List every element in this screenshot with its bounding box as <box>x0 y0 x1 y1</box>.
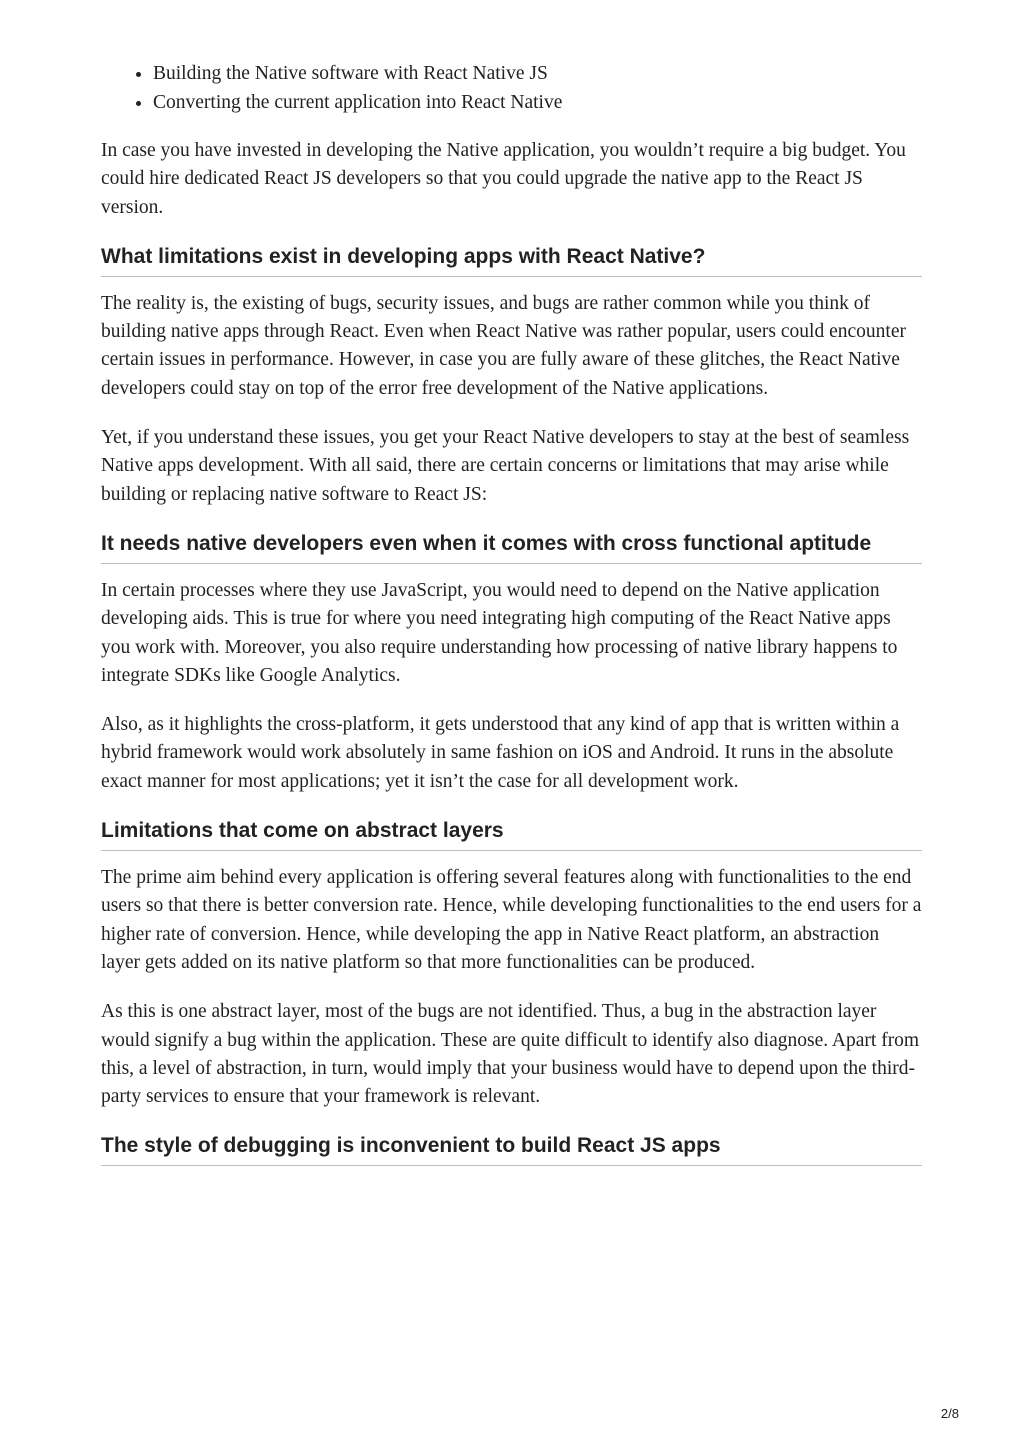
paragraph: Yet, if you understand these issues, you get your React Native developers to stay at the best of seamless Native apps development. With all said, there are certain concerns or limitations that may arise while building or replacing native software to React JS: <box>101 427 910 505</box>
section-heading-debugging: The style of debugging is inconvenient to build React JS apps <box>101 1132 922 1166</box>
intro-paragraph: In case you have invested in developing the Native application, you wouldn’t require a big budget. You could hire dedicated React JS developers so that you could upgrade the native app to the React JS version. <box>101 140 906 218</box>
bullet-list <box>101 60 922 117</box>
paragraph: The prime aim behind every application is offering several features along with functionalities to the end users so that there is better conversion rate. Hence, while developing functionalities to the end users for a higher rate of conversion. Hence, while developing the app in Native React platform, an abstraction layer gets added on its native platform so that more functionalities can be produced. <box>101 867 922 973</box>
paragraph: Also, as it highlights the cross-platform, it gets understood that any kind of app that is written within a hybrid framework would work absolutely in same fashion on iOS and Android. It runs in the absolute exact manner for most applications; yet it isn’t the case for all development work. <box>101 714 900 792</box>
document-page <box>101 60 922 1179</box>
bullet-item: • Building the Native software with React Native JS <box>153 60 922 89</box>
paragraph: As this is one abstract layer, most of the bugs are not identified. Thus, a bug in the abstraction layer would signify a bug within the application. These are quite difficult to identify also diagnose. Apart from this, a level of abstraction, in turn, would imply that your business would have to depend upon the third-party services to ensure that your framework is relevant. <box>101 1001 920 1108</box>
paragraph: In certain processes where they use JavaScript, you would need to depend on the Native application developing aids. This is true for where you need integrating high computing of the React Native apps you work with. Moreover, you also require understanding how processing of native library happens to integrate SDKs like Google Analytics. <box>101 579 898 686</box>
bullet-item: • Converting the current application into React Native <box>153 89 922 118</box>
section-heading-limitations: What limitations exist in developing apps with React Native? <box>101 243 922 277</box>
page-number: 2/8 <box>940 1406 959 1421</box>
paragraph: The reality is, the existing of bugs, security issues, and bugs are rather common while you think of building native apps through React. Even when React Native was rather popular, users could encounter certain issues in performance. However, in case you are fully aware of these glitches, the React Native developers could stay on top of the error free development of the Native applications. <box>101 292 906 399</box>
section-heading-native-developers: It needs native developers even when it comes with cross functional aptitude <box>101 530 922 564</box>
section-heading-abstract-layers: Limitations that come on abstract layers <box>101 817 922 851</box>
